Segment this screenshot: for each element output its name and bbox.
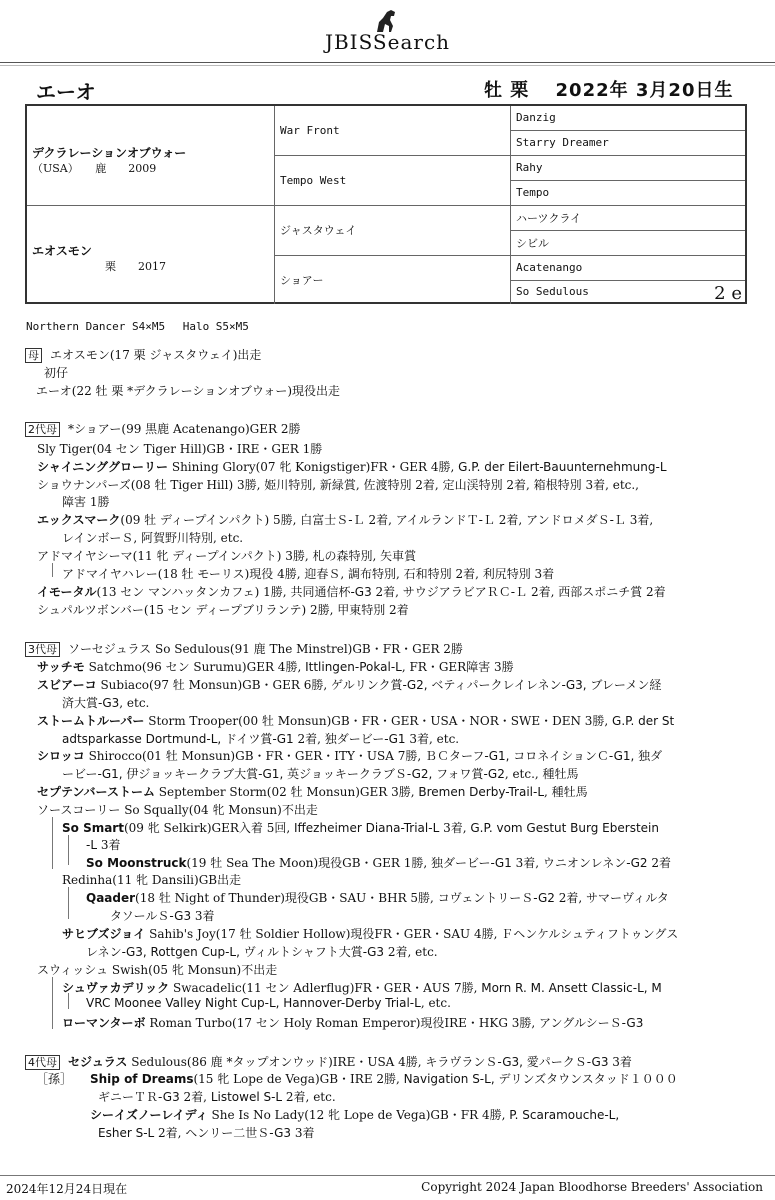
dam-name[interactable]: エオスモン	[32, 244, 92, 258]
race-name: -L	[86, 838, 98, 852]
row-text: Roman Turbo(17 セン Holy Roman Emperor)現役IRE・HKG 3勝,	[145, 1016, 540, 1030]
race-name: 済大賞-G3	[62, 696, 120, 710]
dam-dam-name[interactable]: ショアー	[280, 274, 324, 287]
horse-name-bold[interactable]: ストームトルーパー	[37, 714, 145, 728]
horse-name[interactable]: ショウナンパーズ	[37, 478, 131, 492]
g3-row-cont	[62, 730, 459, 747]
race-name: 独ダービー-G1	[431, 856, 512, 870]
row-text: 2着, etc.	[282, 1090, 336, 1104]
dam-tag: 母	[25, 348, 42, 363]
g2-row: シュパルツボンバー(15 セン ディープブリランテ) 2勝, 甲東特別 2着	[37, 603, 409, 617]
grandchild-label: ［孫］	[36, 1072, 73, 1086]
g3-row	[37, 676, 661, 693]
g2-row: アドマイヤハレー(18 牡 モーリス)現役 4勝, 迎春Ｓ, 調布特別, 石和特別 2着, 利尻特別 3着	[62, 567, 555, 581]
footer-rule	[0, 1175, 775, 1176]
g4-row-cont	[98, 1124, 314, 1141]
g2-row	[37, 583, 666, 600]
ped-name[interactable]: Starry Dreamer	[516, 136, 609, 149]
g3-row	[62, 925, 678, 942]
race-name: ービー-G1, 伊ジョッキークラブ大賞-G1, 英ジョッキークラブＳ-G2, フォワ賞-G2	[62, 767, 505, 781]
row-text: , 種牡馬	[544, 785, 588, 799]
g2-row: アドマイヤシーマ(11 牝 ディープインパクト) 3勝, 札の森特別, 矢車賞	[37, 549, 417, 563]
row-text: Storm Trooper(00 牡 Monsun)GB・FR・GER・USA・NOR・SWE・DEN 3勝,	[144, 714, 613, 728]
tree-line	[68, 887, 69, 919]
row-text: 2着,	[293, 732, 325, 746]
g3-row: ソースコーリー So Squally(04 牝 Monsun)不出走	[37, 803, 318, 817]
jbis-logo[interactable]	[0, 8, 775, 54]
g3-row: Redinha(11 牝 Dansili)GB出走	[62, 873, 242, 887]
race-name: adtsparkasse Dortmund-L, ドイツ賞-G1	[62, 732, 294, 746]
horse-name-bold[interactable]: セプテンバーストーム	[37, 785, 155, 799]
g2-dam-line: *ショアー(99 黒鹿 Acatenango)GER 2勝	[68, 422, 301, 436]
row-text: 3着	[97, 838, 121, 852]
row-text: 3着	[191, 909, 215, 923]
row-text: 2着,	[154, 1126, 186, 1140]
g3-row	[86, 854, 671, 871]
horse-name-bold[interactable]: ローマンターボ	[62, 1016, 146, 1030]
row-text: , etc.	[119, 696, 150, 710]
row-text: (19 牡 Sea The Moon)現役GB・GER 1勝,	[186, 856, 432, 870]
g3-row-cont	[86, 996, 451, 1010]
row-text: 3着	[291, 1126, 315, 1140]
horse-name-bold[interactable]: サヒブズジョイ	[62, 927, 146, 941]
row-text: (15 牝 Lope de Vega)GB・IRE 2勝,	[193, 1072, 404, 1086]
dam-line: エオスモン(17 栗 ジャスタウェイ)出走	[50, 348, 262, 362]
g4-row-cont	[98, 1088, 336, 1105]
g4-row	[90, 1106, 619, 1123]
tree-line	[52, 977, 53, 1029]
g4-tag: 4代母	[25, 1055, 60, 1070]
race-name: Ｆヘンケルシュティフトゥングス	[501, 927, 679, 941]
row-text: 2着,	[179, 1090, 211, 1104]
ped-name[interactable]: Rahy	[516, 161, 543, 174]
g3-row-cont	[86, 836, 120, 853]
race-name: Esher S-L	[98, 1126, 155, 1140]
row-text: She Is No Lady(12 牝 Lope de Vega)GB・FR 4勝,	[207, 1108, 510, 1122]
g3-row	[37, 783, 588, 800]
horse-name-bold[interactable]: シーイズノーレイディ	[90, 1108, 208, 1122]
sire-sire-name[interactable]: War Front	[280, 124, 340, 137]
sire-dam-cell	[275, 156, 511, 206]
dam-section-head	[25, 346, 261, 363]
ped-cell-3-8	[511, 281, 745, 304]
row-text: , etc., 種牡馬	[504, 767, 579, 781]
race-name: G.P. der St	[612, 714, 675, 728]
race-name: Bremen Derby-Trail-L	[418, 785, 544, 799]
footer-date: 2024年12月24日現在	[6, 1182, 128, 1196]
horse-name-bold[interactable]: イモータル	[37, 585, 97, 599]
g2-row-cont: レインボーＳ, 阿賀野川特別, etc.	[62, 531, 244, 545]
row-text: (09 牝 Selkirk)GER入着 5回,	[123, 821, 294, 835]
race-name: アンドロメダＳ-Ｌ	[526, 513, 626, 527]
race-name: Listowel S-L	[210, 1090, 283, 1104]
horse-name-bold[interactable]: So Smart	[62, 821, 124, 835]
horse-name-bold[interactable]: シャイニンググローリー	[37, 460, 169, 474]
dam-dam-cell	[275, 256, 511, 304]
row-text: , etc.	[420, 996, 451, 1010]
race-name: G.P. der Eilert-Bauunternehmung-L	[458, 460, 667, 474]
dam-sire-cell	[275, 206, 511, 256]
row-text: 3着,	[625, 513, 654, 527]
logo-search-text: Search	[372, 30, 451, 54]
horse-sex-color-birth: 牡 栗 2022年 3月20日生	[484, 80, 734, 101]
g2-tag: 2代母	[25, 422, 60, 437]
row-text: (13 セン マンハッタンカフェ) 1勝,	[96, 585, 291, 599]
ped-name[interactable]: ハーツクライ	[516, 212, 582, 225]
ped-cell-3-5	[511, 206, 745, 231]
g3-row	[37, 747, 662, 764]
row-text: Subiaco(97 牡 Monsun)GB・GER 6勝,	[96, 678, 332, 692]
horse-name-bold[interactable]: スビアーコ	[37, 678, 97, 692]
race-name: ＢＣターフ-G1, コロネイションＣ-G1, 独ダ	[425, 749, 663, 763]
horse-name-bold[interactable]: エックスマーク	[37, 513, 121, 527]
dam-offspring: エーオ(22 牡 栗 *デクラレーションオブウォー)現役出走	[36, 384, 341, 398]
row-text: 3着	[608, 1055, 632, 1069]
ped-cell-3-3	[511, 156, 745, 181]
family-number: 2 e	[714, 283, 742, 304]
g3-row	[62, 979, 662, 996]
row-text: Sahib's Joy(17 牡 Soldier Hollow)現役FR・GER・SAU 4勝,	[145, 927, 502, 941]
g3-tag: 3代母	[25, 642, 60, 657]
ped-cell-3-7	[511, 256, 745, 281]
sire-cell	[27, 106, 275, 206]
row-text: Satchmo(96 セン Surumu)GER 4勝,	[84, 660, 306, 674]
ped-name[interactable]: So Sedulous	[516, 285, 589, 298]
g3-row	[62, 1014, 643, 1031]
row-text: 2着,	[364, 513, 396, 527]
g3-row	[37, 658, 514, 675]
g2-row	[37, 476, 639, 493]
ped-cell-3-2	[511, 131, 745, 156]
row-text: Shining Glory(07 牝 Konigstiger)FR・GER 4勝,	[168, 460, 459, 474]
race-name: ギニーＴＲ-G3	[98, 1090, 180, 1104]
g2-row-cont: 障害 1勝	[62, 495, 110, 509]
horse-name-bold[interactable]: セジュラス	[68, 1055, 128, 1069]
row-text: 3着,	[439, 821, 471, 835]
ped-name[interactable]: シビル	[516, 237, 549, 250]
horse-name-bold[interactable]: シロッコ	[37, 749, 85, 763]
row-text: 2着,	[554, 891, 587, 905]
race-name: Morn R. M. Ansett Classic-L, M	[481, 981, 662, 995]
race-name: タソールＳ-G3	[110, 909, 192, 923]
horse-name-bold[interactable]: Qaader	[86, 891, 136, 905]
race-name: アングルシーＳ-G3	[539, 1016, 644, 1030]
race-name: Ittlingen-Pokal-L	[305, 660, 402, 674]
row-text: , FR・GER障害 3勝	[401, 660, 514, 674]
ped-cell-3-6	[511, 231, 745, 256]
race-name: ヘンリー二世Ｓ-G3	[185, 1126, 292, 1140]
sire-sire-cell	[275, 106, 511, 156]
ped-name[interactable]: Danzig	[516, 111, 556, 124]
dam-info: 栗 2017	[105, 260, 166, 273]
logo-text: JBIS	[324, 30, 373, 54]
row-text: 2着, 西部スポニチ賞 2着	[527, 585, 666, 599]
race-name: VRC Moonee Valley Night Cup-L, Hannover-Derby Trial-L	[86, 996, 421, 1010]
g3-row	[86, 889, 669, 906]
footer-copyright: Copyright 2024 Japan Bloodhorse Breeders' Association	[421, 1180, 763, 1194]
ped-cell-3-1	[511, 106, 745, 131]
ped-name[interactable]: Tempo	[516, 186, 550, 199]
g2-row	[37, 458, 667, 475]
g3-row-cont	[62, 694, 149, 711]
sire-info: （USA） 鹿 2009	[32, 162, 157, 175]
dam-cell	[27, 206, 275, 304]
row-text: September Storm(02 牡 Monsun)GER 3勝,	[154, 785, 419, 799]
row-text: Shirocco(01 牡 Monsun)GB・FR・GER・ITY・USA 7勝,	[84, 749, 426, 763]
g3-row-cont	[62, 765, 579, 782]
row-text: 2着,	[494, 513, 527, 527]
dam-sire-name[interactable]: ジャスタウェイ	[280, 224, 357, 237]
row-text: 3着, etc.	[405, 732, 460, 746]
g3-head	[25, 640, 463, 657]
g2-row	[37, 511, 653, 528]
row-text: 2着, etc.	[384, 945, 438, 959]
tree-line	[68, 835, 69, 865]
race-name: 共同通信杯-G3	[290, 585, 372, 599]
horse-name: エーオ	[36, 80, 96, 104]
horse-name-bold[interactable]: シュヴァカデリック	[62, 981, 170, 995]
race-name: 独ダービー-G1	[324, 732, 406, 746]
ped-name[interactable]: Acatenango	[516, 261, 583, 274]
g3-row-cont	[110, 907, 215, 924]
horse-name-bold[interactable]: Ship of Dreams	[90, 1072, 194, 1086]
race-name: Navigation S-L, デリンズタウンスタッド１０００	[403, 1072, 678, 1086]
horse-name-bold[interactable]: サッチモ	[37, 660, 85, 674]
g3-row: スウィッシュ Swish(05 牝 Monsun)不出走	[37, 963, 278, 977]
race-name: サウジアラビアＲＣ-Ｌ	[402, 585, 528, 599]
g3-row-cont	[86, 943, 438, 960]
g3-dam-line: ソーセジュラス So Sedulous(91 鹿 The Minstrel)GB・FR・GER 2勝	[68, 642, 463, 656]
horse-name-bold[interactable]: So Moonstruck	[86, 856, 187, 870]
race-name: コヴェントリーＳ-G2	[437, 891, 555, 905]
row-text: (18 牡 Night of Thunder)現役GB・SAU・BHR 5勝,	[135, 891, 438, 905]
race-name: P. Scaramouche-L,	[509, 1108, 620, 1122]
g2-row: Sly Tiger(04 セン Tiger Hill)GB・IRE・GER 1勝	[37, 442, 323, 456]
tree-line	[52, 817, 53, 869]
race-name: ゲルリンク賞-G2, ベティパークレイレネン-G3, ブレーメン経	[331, 678, 662, 692]
race-name: キラヴランＳ-G3, 愛パークＳ-G3	[425, 1055, 609, 1069]
pedigree-table	[25, 104, 747, 304]
race-name: Iffezheimer Diana-Trial-L	[293, 821, 440, 835]
row-text: 3着,	[511, 856, 543, 870]
race-name: 白富士Ｓ-Ｌ	[300, 513, 365, 527]
race-name: アイルランドＴ-Ｌ	[395, 513, 495, 527]
sire-dam-name[interactable]: Tempo West	[280, 174, 347, 187]
g4-head	[25, 1053, 632, 1070]
race-name: レネン-G3, Rottgen Cup-L, ヴィルトシャフト大賞-G3	[86, 945, 385, 959]
race-name: G.P. vom Gestut Burg Eberstein	[470, 821, 659, 835]
race-name: サマーヴィルタ	[586, 891, 669, 905]
ped-cell-3-4	[511, 181, 745, 206]
dam-first-foal: 初仔	[44, 366, 69, 380]
row-text: Sedulous(86 鹿 *タップオンウッド)IRE・USA 4勝,	[127, 1055, 426, 1069]
header-rule	[0, 62, 775, 66]
row-text: Swacadelic(11 セン Adlerflug)FR・GER・AUS 7勝,	[169, 981, 482, 995]
row-text: (08 牡 Tiger Hill) 3勝, 姫川特別, 新緑賞, 佐渡特別 2着, 定山渓特別 2着, 箱根特別 3着, etc.,	[130, 478, 639, 492]
sire-name[interactable]: デクラレーションオブウォー	[32, 146, 187, 160]
g4-row	[90, 1070, 678, 1087]
row-text: 2着,	[371, 585, 403, 599]
g3-row	[62, 819, 659, 836]
g2-head	[25, 420, 300, 437]
g3-row	[37, 712, 674, 729]
row-text: (09 牡 ディープインパクト) 5勝,	[120, 513, 301, 527]
horse-logo-icon	[373, 8, 401, 34]
tree-line	[52, 563, 53, 577]
race-name: ウニオンレネン-G2	[542, 856, 648, 870]
inbreeding: Northern Dancer S4×M5 Halo S5×M5	[26, 320, 249, 333]
row-text: 2着	[647, 856, 671, 870]
